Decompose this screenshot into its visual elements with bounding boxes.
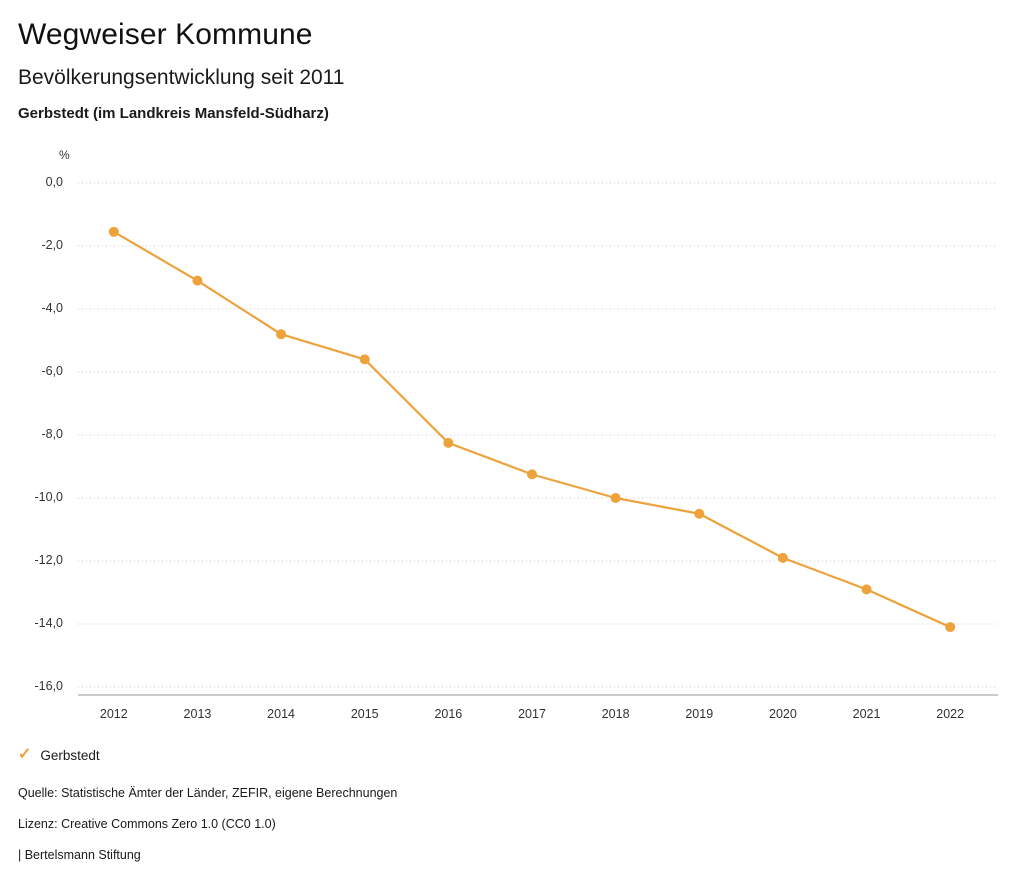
- publisher-note: | Bertelsmann Stiftung: [18, 848, 141, 862]
- x-axis-tick: 2020: [769, 707, 797, 721]
- data-point[interactable]: [109, 227, 119, 237]
- y-axis-tick: -2,0: [41, 238, 63, 252]
- legend-series-label: Gerbstedt: [40, 747, 100, 763]
- x-axis-tick: 2015: [350, 707, 379, 721]
- data-point[interactable]: [527, 469, 537, 479]
- page-subtitle: Bevölkerungsentwicklung seit 2011: [18, 66, 345, 89]
- data-point[interactable]: [443, 438, 453, 448]
- y-axis-tick: -16,0: [34, 679, 63, 693]
- chart-container: [0, 140, 1024, 720]
- data-point[interactable]: [945, 622, 955, 632]
- x-axis-tick: 2012: [99, 707, 128, 721]
- y-axis-tick: -6,0: [41, 364, 63, 378]
- x-axis-tick: 2017: [518, 707, 546, 721]
- data-point[interactable]: [192, 276, 202, 286]
- y-axis-tick: -8,0: [41, 427, 63, 441]
- chart-legend[interactable]: [18, 744, 100, 766]
- x-axis-tick: 2014: [267, 707, 295, 721]
- data-point[interactable]: [862, 584, 872, 594]
- y-axis-tick: 0,0: [45, 175, 63, 189]
- series-line: [114, 232, 950, 627]
- y-axis-unit: %: [59, 148, 70, 162]
- source-note: Quelle: Statistische Ämter der Länder, ZEFIR, eigene Berechnungen: [18, 786, 398, 800]
- data-point[interactable]: [778, 553, 788, 563]
- line-chart-svg: [0, 140, 1024, 720]
- data-point[interactable]: [360, 354, 370, 364]
- x-axis-tick: 2018: [601, 707, 630, 721]
- region-label: Gerbstedt (im Landkreis Mansfeld-Südharz): [18, 105, 329, 122]
- data-point[interactable]: [276, 329, 286, 339]
- x-axis-tick: 2013: [183, 707, 212, 721]
- y-axis-tick: -10,0: [34, 490, 63, 504]
- y-axis-tick: -4,0: [41, 301, 63, 315]
- x-axis-tick: 2022: [936, 707, 965, 721]
- data-point[interactable]: [611, 493, 621, 503]
- data-point[interactable]: [694, 509, 704, 519]
- page-title: Wegweiser Kommune: [18, 18, 313, 51]
- x-axis-tick: 2019: [685, 707, 714, 721]
- y-axis-tick: -14,0: [34, 616, 63, 630]
- license-note: Lizenz: Creative Commons Zero 1.0 (CC0 1.0): [18, 817, 276, 831]
- y-axis-tick: -12,0: [34, 553, 63, 567]
- check-icon: ✓: [18, 746, 32, 763]
- x-axis-tick: 2016: [434, 707, 463, 721]
- x-axis-tick: 2021: [852, 707, 881, 721]
